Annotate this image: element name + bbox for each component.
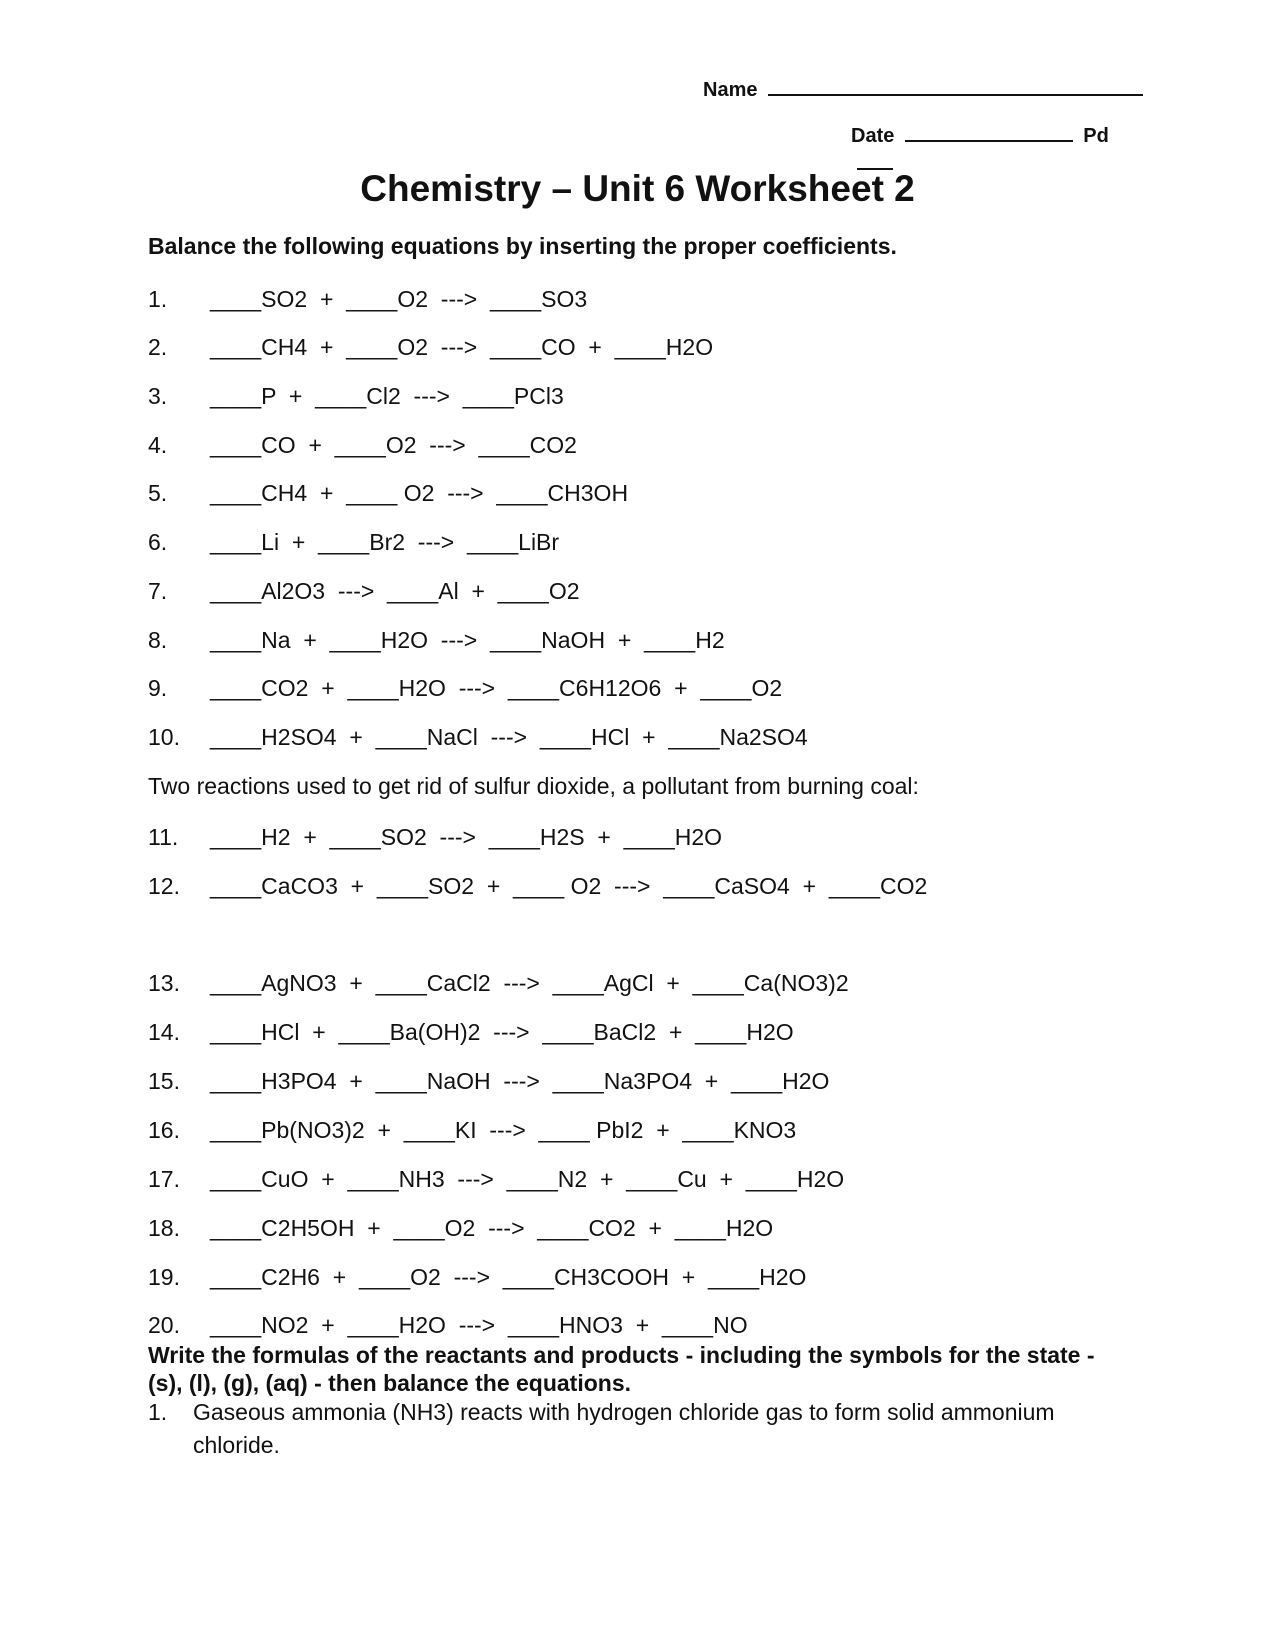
equation-number: 15.: [148, 1068, 180, 1094]
equation-text: ____HCl + ____Ba(OH)2 ---> ____BaCl2 + ____H2O: [210, 1019, 794, 1045]
equation-text: ____CaCO3 + ____SO2 + ____ O2 ---> ____CaSO4 + ____CO2: [210, 873, 928, 899]
equation-text: ____CO2 + ____H2O ---> ____C6H12O6 + ____O2: [210, 675, 783, 701]
equation-number: 3.: [148, 383, 168, 409]
section2-instructions: Write the formulas of the reactants and products - including the symbols for the state - (s), (l), (g), (aq) - then balance the equations.: [148, 1342, 1095, 1396]
equation-number: 7.: [148, 578, 168, 604]
equation-text: ____C2H5OH + ____O2 ---> ____CO2 + ____H2O: [210, 1215, 774, 1241]
equation-text: ____H2SO4 + ____NaCl ---> ____HCl + ____Na2SO4: [210, 724, 808, 750]
equation-text: ____SO2 + ____O2 ---> ____SO3: [210, 286, 588, 312]
date-blank: [905, 120, 1073, 142]
equation-text: ____Li + ____Br2 ---> ____LiBr: [210, 529, 560, 555]
equation-text: ____H2 + ____SO2 ---> ____H2S + ____H2O: [210, 824, 723, 850]
name-label: Name: [703, 79, 758, 101]
equation-text: ____AgNO3 + ____CaCl2 ---> ____AgCl + ____Ca(NO3)2: [210, 970, 849, 996]
equation-number: 20.: [148, 1312, 180, 1338]
equation-text: ____NO2 + ____H2O ---> ____HNO3 + ____NO: [210, 1312, 748, 1338]
equation-number: 1.: [148, 286, 168, 312]
name-field-row: [703, 74, 1143, 102]
equation-number: 6.: [148, 529, 168, 555]
equation-text: ____CH4 + ____O2 ---> ____CO + ____H2O: [210, 334, 714, 360]
equation-number: 13.: [148, 970, 180, 996]
equation-number: 16.: [148, 1117, 180, 1143]
item-text: Gaseous ammonia (NH3) reacts with hydrogen chloride gas to form solid ammonium chloride.: [193, 1399, 1055, 1458]
pd-label: Pd: [1083, 125, 1109, 147]
equation-text: ____CO + ____O2 ---> ____CO2: [210, 432, 577, 458]
equation-text: ____H3PO4 + ____NaOH ---> ____Na3PO4 + ____H2O: [210, 1068, 830, 1094]
sulfur-note: Two reactions used to get rid of sulfur dioxide, a pollutant from burning coal:: [148, 773, 919, 799]
equation-text: ____Na + ____H2O ---> ____NaOH + ____H2: [210, 627, 725, 653]
equation-number: 19.: [148, 1264, 180, 1290]
equation-number: 17.: [148, 1166, 180, 1192]
equation-number: 11.: [148, 824, 179, 850]
equation-number: 8.: [148, 627, 168, 653]
page-title: Chemistry – Unit 6 Worksheet 2: [360, 168, 915, 209]
equation-text: ____C2H6 + ____O2 ---> ____CH3COOH + ____H2O: [210, 1264, 807, 1290]
equation-number: 14.: [148, 1019, 180, 1045]
equation-number: 12.: [148, 873, 180, 899]
equation-number: 18.: [148, 1215, 180, 1241]
equation-text: ____Al2O3 ---> ____Al + ____O2: [210, 578, 580, 604]
pd-blank: [857, 148, 893, 170]
name-blank: [768, 74, 1143, 96]
equation-text: ____CH4 + ____ O2 ---> ____CH3OH: [210, 480, 629, 506]
equation-text: ____P + ____Cl2 ---> ____PCl3: [210, 383, 564, 409]
equation-number: 4.: [148, 432, 168, 458]
equation-number: 9.: [148, 675, 168, 701]
date-pd-row: [851, 120, 1151, 175]
instructions: Balance the following equations by inserting the proper coefficients.: [148, 233, 897, 259]
item-number: 1.: [148, 1399, 168, 1425]
equation-number: 10.: [148, 724, 180, 750]
date-label: Date: [851, 125, 895, 147]
equation-number: 5.: [148, 480, 168, 506]
equation-text: ____CuO + ____NH3 ---> ____N2 + ____Cu + ____H2O: [210, 1166, 845, 1192]
equation-text: ____Pb(NO3)2 + ____KI ---> ____ PbI2 + ____KNO3: [210, 1117, 797, 1143]
equation-number: 2.: [148, 334, 168, 360]
